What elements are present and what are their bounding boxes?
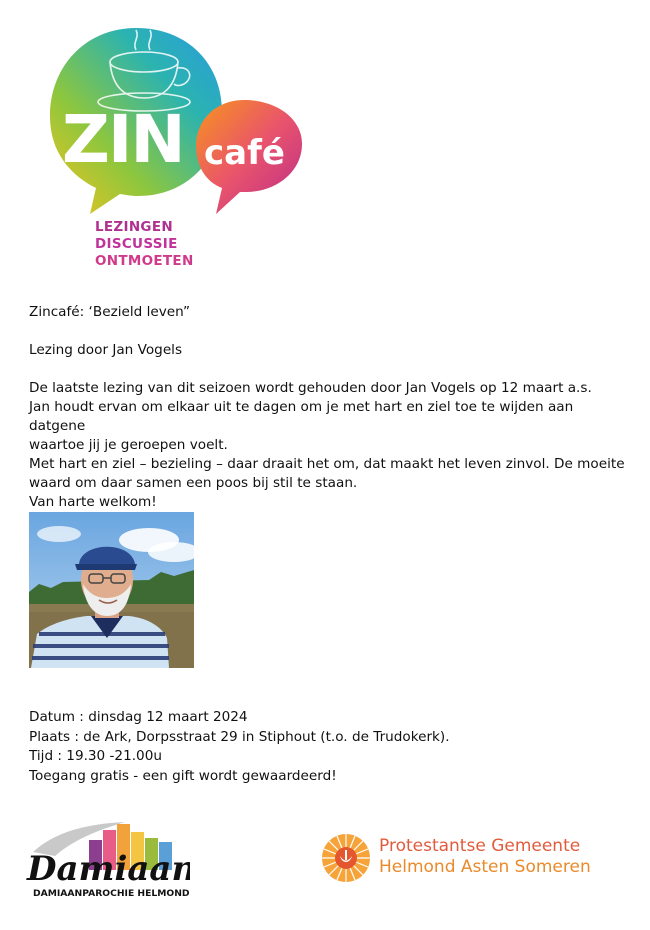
pg-locations: Helmond Asten Someren bbox=[379, 857, 591, 877]
article-title: Zincafé: ‘Bezield leven” bbox=[29, 304, 191, 320]
speaker-photo bbox=[29, 512, 194, 668]
paragraph-line: Met hart en ziel – bezieling – daar draait het om, dat maakt het leven zinvol. De moeite bbox=[29, 456, 625, 472]
article-body bbox=[29, 303, 629, 512]
detail-entry: Toegang gratis - een gift wordt gewaardeerd! bbox=[29, 767, 337, 784]
tagline-line: ONTMOETEN bbox=[95, 253, 194, 269]
paragraph-line: waartoe jij je geroepen voelt. bbox=[29, 437, 228, 453]
paragraph-line: waard om daar samen een poos bij stil te staan. bbox=[29, 475, 358, 491]
logo-tagline bbox=[95, 219, 194, 270]
zin-wordmark: ZIN bbox=[62, 101, 184, 178]
detail-time: Tijd : 19.30 -21.00u bbox=[29, 748, 162, 764]
paragraph-line: Jan houdt ervan om elkaar uit te dagen om je met hart en ziel toe te wijden aan datgene bbox=[29, 399, 574, 434]
pg-logo bbox=[320, 828, 620, 888]
tagline-line: LEZINGEN bbox=[95, 219, 173, 235]
pg-name: Protestantse Gemeente bbox=[379, 836, 581, 856]
paragraph-line: De laatste lezing van dit seizoen wordt gehouden door Jan Vogels op 12 maart a.s. bbox=[29, 380, 592, 396]
sunburst-icon bbox=[320, 832, 372, 884]
detail-location: Plaats : de Ark, Dorpsstraat 29 in Stiphout (t.o. de Trudokerk). bbox=[29, 728, 450, 745]
event-details bbox=[29, 708, 629, 786]
paragraph-line: Van harte welkom! bbox=[29, 494, 157, 510]
damiaan-wordmark: Damiaan bbox=[27, 849, 190, 889]
damiaan-subtitle: DAMIAANPAROCHIE HELMOND bbox=[33, 888, 190, 899]
zincafe-logo-graphic bbox=[44, 22, 314, 222]
article-subtitle: Lezing door Jan Vogels bbox=[29, 342, 183, 358]
tagline-line: DISCUSSIE bbox=[95, 236, 178, 252]
cafe-wordmark: café bbox=[204, 133, 285, 173]
damiaan-logo bbox=[25, 812, 190, 907]
detail-date: Datum : dinsdag 12 maart 2024 bbox=[29, 709, 248, 725]
